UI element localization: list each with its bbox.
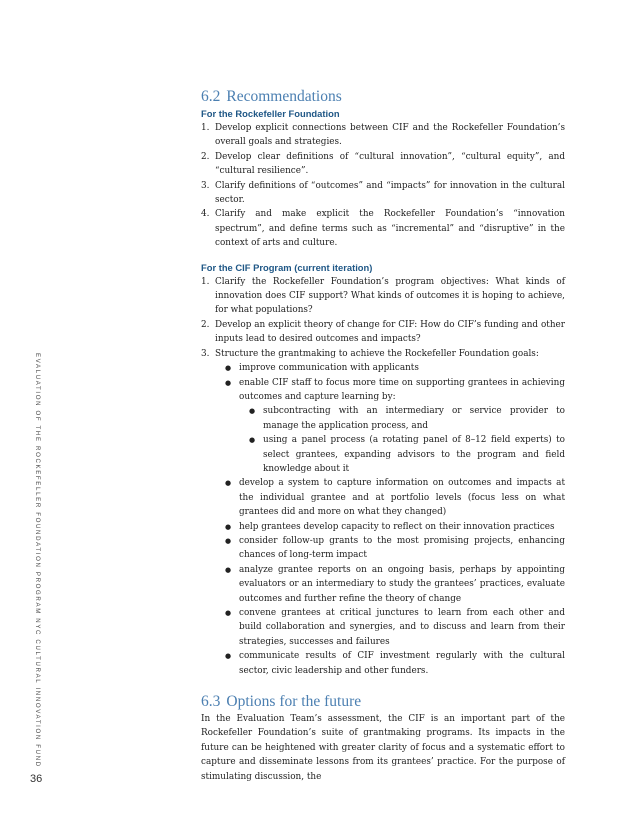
bullet-text: develop a system to capture information on outcomes and impacts at the individual grantee and at portfolio levels (focus less on what grantees did and more on what they changed): [239, 478, 565, 518]
body-paragraph: In the Evaluation Team’s assessment, the CIF is an important part of the Rockefeller Foundation’s suite of grantmaking programs. Its impacts in the future can be heightened with greater clarity of focus and a systematic effort to capture and disseminate lessons from its grantees’ practice. For the purpose of stimulating discussion, the: [201, 714, 565, 782]
section-6-2-heading: [201, 88, 565, 106]
section-number: 6.2: [201, 88, 221, 105]
bullet-icon: ●: [225, 364, 232, 373]
bullet-text: analyze grantee reports on an ongoing basis, perhaps by appointing evaluators or an intermediary to study the grantees’ practices, evaluate outcomes and further refine the theory of change: [239, 564, 565, 604]
bullet-icon: ●: [225, 522, 232, 531]
list-item: [201, 121, 565, 150]
bullet-text: consider follow-up grants to the most promising projects, enhancing chances of long-term impact: [239, 535, 565, 561]
item-number: 3.: [201, 348, 210, 359]
item-text: Clarify definitions of “outcomes” and “impacts” for innovation in the cultural sector.: [215, 180, 565, 206]
bullet-item: [225, 361, 565, 375]
bullet-item: [225, 376, 565, 477]
bullet-item: [225, 563, 565, 606]
bullet-icon: ●: [249, 436, 256, 445]
bullet-icon: ●: [225, 536, 232, 545]
list-item: [201, 207, 565, 250]
item-text: Structure the grantmaking to achieve the Rockefeller Foundation goals:: [215, 348, 539, 359]
bullet-icon: ●: [225, 378, 232, 387]
item-text: Develop clear definitions of “cultural innovation”, “cultural equity”, and “cultural resilience”.: [215, 151, 565, 177]
sub-bullet-item: [249, 404, 565, 433]
bullet-icon: ●: [225, 479, 232, 488]
bullet-icon: ●: [225, 652, 232, 661]
list-item: [201, 150, 565, 179]
item-text: Clarify the Rockefeller Foundation’s program objectives: What kinds of innovation does CIF support? What kinds of outcomes it is hoping to achieve, for what populations?: [215, 276, 565, 316]
bullet-item: [225, 476, 565, 519]
goals-bullet-list: [215, 361, 565, 678]
bullet-item: [225, 534, 565, 563]
item-number: 2.: [201, 151, 210, 162]
item-number: 2.: [201, 319, 210, 330]
cif-recommendation-list: [201, 275, 565, 678]
bullet-text: communicate results of CIF investment regularly with the cultural sector, civic leadership and other funders.: [239, 651, 565, 676]
sub-bullet-item: [249, 433, 565, 476]
list-item: [201, 318, 565, 347]
section-6-3-heading: [201, 693, 565, 711]
main-content: [201, 88, 565, 784]
sub-bullet-text: subcontracting with an intermediary or service provider to manage the application process, and: [263, 406, 565, 431]
bullet-text: help grantees develop capacity to reflect on their innovation practices: [239, 521, 555, 532]
item-text: Clarify and make explicit the Rockefeller Foundation’s “innovation spectrum”, and define terms such as “incremental” and “disruptive” in the context of arts and culture.: [215, 209, 565, 249]
list-item: [201, 179, 565, 208]
bullet-icon: ●: [249, 407, 256, 416]
bullet-text: improve communication with applicants: [239, 363, 419, 374]
list-item: [201, 275, 565, 318]
bullet-text: convene grantees at critical junctures to learn from each other and build collaboration and synergies, and to discuss and learn from their strategies, successes and failures: [239, 608, 565, 647]
page-number: 36: [30, 773, 43, 785]
sub-bullet-text: using a panel process (a rotating panel of 8–12 field experts) to select grantees, expanding advisors to the program and field knowledge about it: [263, 435, 565, 474]
item-number: 3.: [201, 180, 210, 191]
section-number: 6.3: [201, 693, 221, 711]
bullet-item: [225, 649, 565, 678]
bullet-item: [225, 606, 565, 649]
rf-subheading: For the Rockefeller Foundation: [201, 108, 340, 119]
section-title: Options for the future: [226, 693, 362, 711]
item-number: 1.: [201, 123, 210, 133]
cif-subheading: For the CIF Program (current iteration): [201, 261, 373, 273]
rf-recommendation-list: [201, 121, 565, 251]
item-number: 4.: [201, 209, 210, 220]
item-text: Develop explicit connections between CIF and the Rockefeller Foundation’s overall goals and strategies.: [215, 123, 565, 148]
bullet-icon: ●: [225, 565, 232, 574]
item-text: Develop an explicit theory of change for CIF: How do CIF’s funding and other inputs lead to desired outcomes and impacts?: [215, 319, 565, 345]
sub-bullet-list: [239, 404, 565, 476]
item-number: 1.: [201, 276, 210, 287]
bullet-icon: ●: [225, 609, 232, 617]
bullet-item: [225, 520, 565, 534]
running-header-vertical: EVALUATION OF THE ROCKEFELLER FOUNDATION PROGRAM NYC CULTURAL INNOVATION FUND: [34, 353, 41, 768]
list-item: [201, 347, 565, 678]
section-title: Recommendations: [226, 88, 342, 105]
bullet-text: enable CIF staff to focus more time on supporting grantees in achieving outcomes and capture learning by:: [239, 377, 565, 402]
